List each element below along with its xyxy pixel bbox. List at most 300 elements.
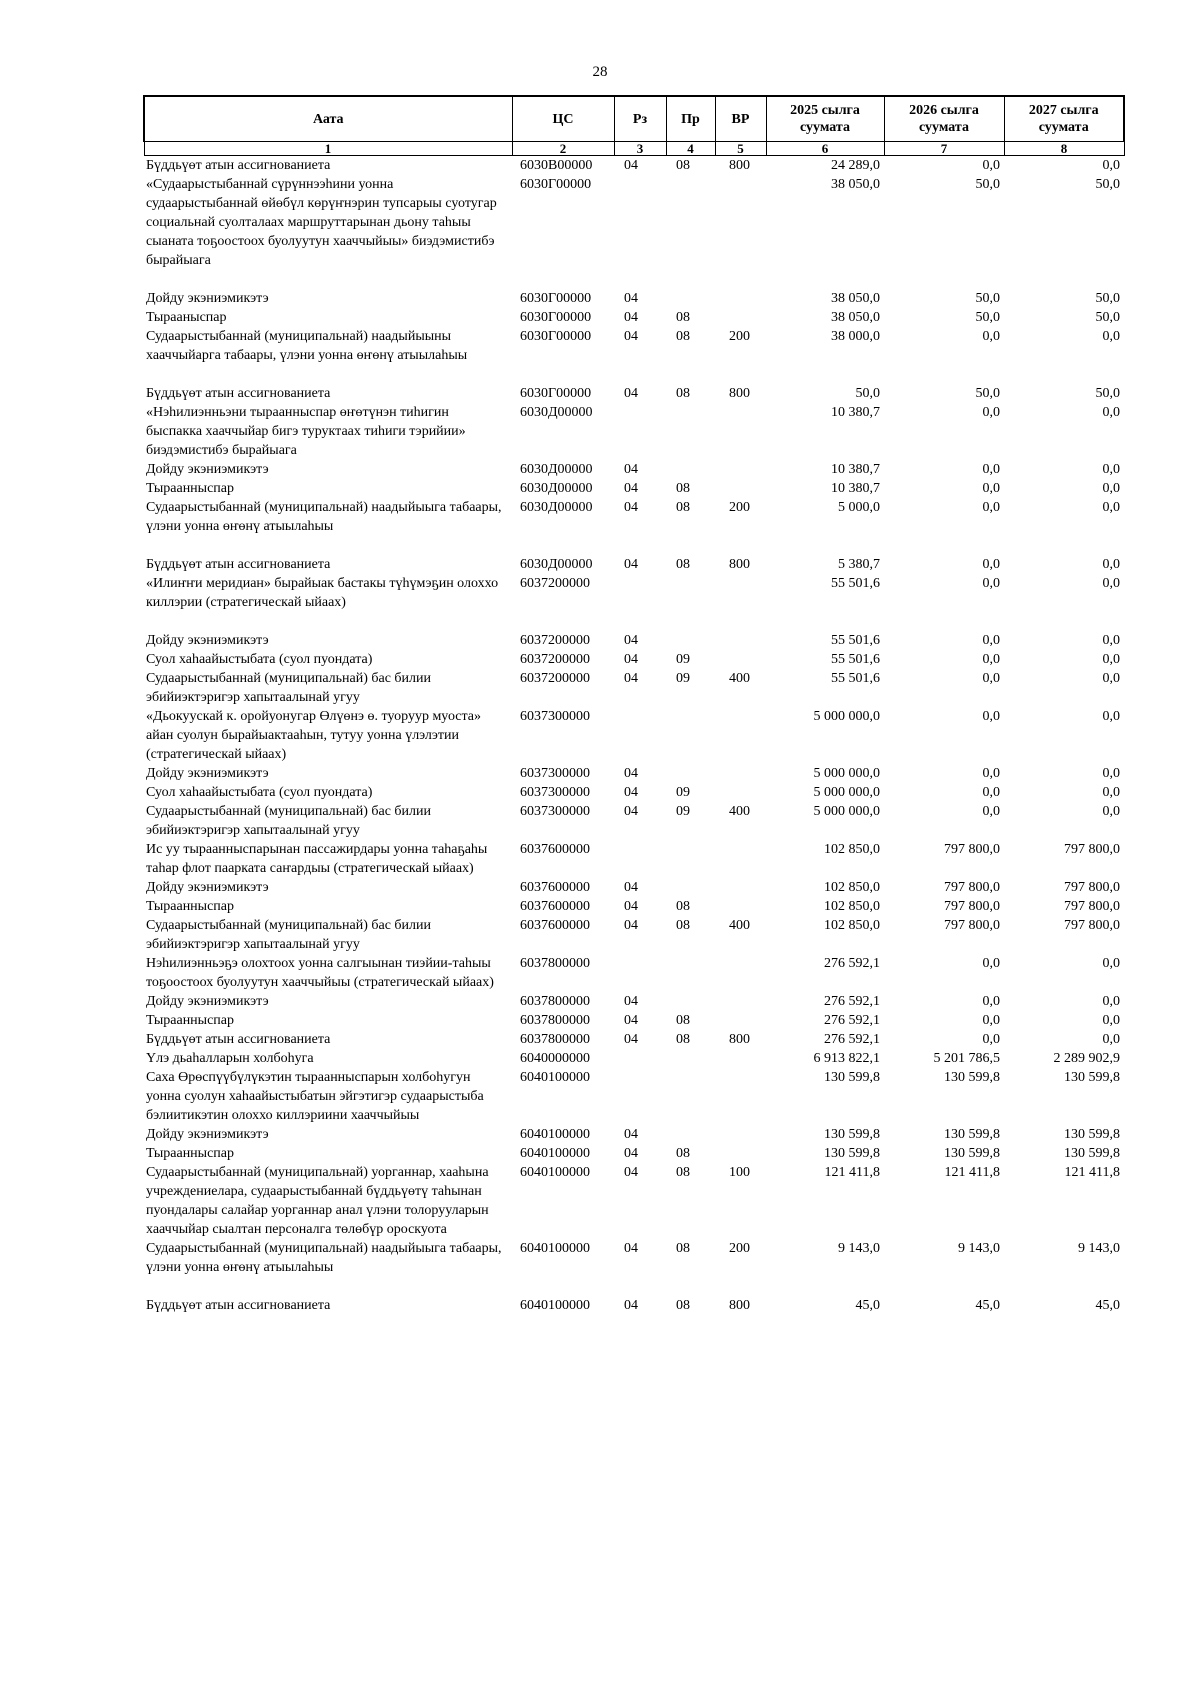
row-name: «Нэһилиэнньэни тыраанныспар өҥөтүнэн тиһигин быспакка хааччыйар бигэ туруктаах тиһиги тэрийии» биэдэмистибэ бырайыага [146, 405, 466, 458]
row-amount-2025: 24 289,0 [831, 158, 880, 173]
row-amount-2027: 0,0 [1102, 481, 1120, 496]
row-name: Тыраанныспар [146, 899, 234, 914]
row-vr-code [715, 1011, 766, 1030]
row-name: Үлэ дьаһалларын холбоһуга [146, 1051, 314, 1066]
row-amount-2026: 0,0 [982, 633, 1000, 648]
row-pr-code [666, 1049, 715, 1068]
row-rz-code: 04 [624, 1298, 638, 1313]
row-amount-2025: 102 850,0 [824, 899, 880, 914]
row-name: Тырааныспар [146, 310, 227, 325]
row-vr-code [715, 1125, 766, 1144]
row-amount-2025: 55 501,6 [831, 652, 880, 667]
row-pr-code: 08 [676, 481, 690, 496]
row-cs-code: 6037200000 [520, 652, 590, 667]
row-pr-code: 08 [676, 310, 690, 325]
row-amount-2027: 130 599,8 [1064, 1127, 1120, 1142]
row-cs-code: 6040100000 [520, 1146, 590, 1161]
row-name: Судаарыстыбаннай (муниципальнай) бас билии эбийиэктэригэр хапытаалынай угуу [146, 804, 432, 838]
table-row [144, 992, 1124, 1011]
row-cs-code: 6037800000 [520, 1013, 590, 1028]
row-cs-code: 6030Д00000 [520, 481, 593, 496]
row-cs-code: 6037800000 [520, 956, 590, 971]
row-amount-2027: 0,0 [1102, 158, 1120, 173]
row-rz-code: 04 [624, 804, 638, 819]
row-amount-2026: 0,0 [982, 481, 1000, 496]
row-cs-code: 6037200000 [520, 576, 590, 591]
row-pr-code [666, 289, 715, 308]
table-row [144, 289, 1124, 308]
row-amount-2027: 121 411,8 [1064, 1165, 1120, 1180]
row-amount-2025: 276 592,1 [824, 1032, 880, 1047]
row-pr-code [666, 707, 715, 764]
row-rz-code: 04 [624, 785, 638, 800]
row-rz-code: 04 [624, 918, 638, 933]
row-rz-code [614, 1049, 666, 1068]
row-amount-2027: 45,0 [1095, 1298, 1120, 1313]
row-vr-code [715, 308, 766, 327]
row-cs-code: 6037600000 [520, 842, 590, 857]
row-pr-code: 09 [676, 671, 690, 686]
row-amount-2027: 0,0 [1102, 1032, 1120, 1047]
row-rz-code: 04 [624, 880, 638, 895]
row-name: Дойду экэниэмикэтэ [146, 633, 269, 648]
row-name: «Судаарыстыбаннай сүрүннээһини уонна судаарыстыбаннай өйөбүл көрүҥнэрин тупсарыы суотугар социальнай суолталаах маршруттарынан дьону таһыы сыаната тоҕоостоох буолуутун хааччыйыы» биэдэмистибэ бырайыага [146, 177, 497, 268]
row-pr-code: 08 [676, 1241, 690, 1256]
row-name: Судаарыстыбаннай (муниципальнай) наадыйыыга табаары, үлэни уонна өҥөнү атыылаһыы [146, 500, 502, 534]
row-rz-code [614, 574, 666, 631]
row-pr-code: 08 [676, 500, 690, 515]
row-amount-2026: 50,0 [975, 310, 1000, 325]
row-amount-2026: 0,0 [982, 1032, 1000, 1047]
table-row [144, 707, 1124, 764]
row-amount-2027: 130 599,8 [1064, 1146, 1120, 1161]
row-amount-2027: 0,0 [1102, 994, 1120, 1009]
table-row [144, 802, 1124, 840]
column-number: 7 [884, 142, 1004, 156]
row-rz-code: 04 [624, 652, 638, 667]
row-rz-code: 04 [624, 386, 638, 401]
table-row [144, 1144, 1124, 1163]
row-rz-code: 04 [624, 500, 638, 515]
row-amount-2025: 102 850,0 [824, 880, 880, 895]
row-amount-2025: 10 380,7 [831, 481, 880, 496]
row-amount-2025: 102 850,0 [824, 918, 880, 933]
row-amount-2026: 797 800,0 [944, 880, 1000, 895]
row-amount-2026: 45,0 [975, 1298, 1000, 1313]
row-cs-code: 6037300000 [520, 766, 590, 781]
row-cs-code: 6037300000 [520, 804, 590, 819]
row-pr-code [666, 764, 715, 783]
row-pr-code [666, 574, 715, 631]
row-amount-2027: 0,0 [1102, 766, 1120, 781]
row-amount-2025: 10 380,7 [831, 462, 880, 477]
row-rz-code [614, 175, 666, 289]
column-number: 6 [766, 142, 884, 156]
row-cs-code: 6040100000 [520, 1298, 590, 1313]
row-amount-2027: 2 289 902,9 [1053, 1051, 1120, 1066]
row-cs-code: 6030Г00000 [520, 291, 592, 306]
row-pr-code [666, 954, 715, 992]
row-amount-2026: 797 800,0 [944, 842, 1000, 857]
row-amount-2026: 797 800,0 [944, 899, 1000, 914]
row-cs-code: 6037200000 [520, 633, 590, 648]
row-cs-code: 6037200000 [520, 671, 590, 686]
row-vr-code: 400 [729, 804, 750, 819]
row-name: «Дьокуускай к. оройуонугар Өлүөнэ ө. туоруур муоста» айан суолун бырайыактааһын, тутуу уонна үлэлэтии (стратегическай ыйаах) [146, 709, 482, 762]
row-pr-code [666, 992, 715, 1011]
row-amount-2025: 102 850,0 [824, 842, 880, 857]
row-vr-code: 400 [729, 918, 750, 933]
row-amount-2027: 0,0 [1102, 633, 1120, 648]
row-amount-2026: 50,0 [975, 291, 1000, 306]
table-row [144, 460, 1124, 479]
row-amount-2026: 130 599,8 [944, 1127, 1000, 1142]
row-cs-code: 6040100000 [520, 1070, 590, 1085]
row-name: Судаарыстыбаннай (муниципальнай) бас билии эбийиэктэригэр хапытаалынай угуу [146, 671, 432, 705]
header-name: Аата [144, 96, 512, 142]
table-row [144, 156, 1124, 176]
row-cs-code: 6037600000 [520, 918, 590, 933]
table-row [144, 574, 1124, 631]
row-amount-2025: 130 599,8 [824, 1127, 880, 1142]
row-rz-code: 04 [624, 994, 638, 1009]
row-vr-code [715, 878, 766, 897]
row-cs-code: 6040100000 [520, 1165, 590, 1180]
row-amount-2027: 50,0 [1095, 177, 1120, 192]
row-pr-code [666, 460, 715, 479]
row-amount-2025: 38 050,0 [831, 310, 880, 325]
row-name: Судаарыстыбаннай (муниципальнай) бас билии эбийиэктэригэр хапытаалынай угуу [146, 918, 432, 952]
row-rz-code: 04 [624, 557, 638, 572]
row-name: Дойду экэниэмикэтэ [146, 1127, 269, 1142]
row-name: Дойду экэниэмикэтэ [146, 766, 269, 781]
table-row [144, 555, 1124, 574]
table-row [144, 669, 1124, 707]
row-amount-2025: 130 599,8 [824, 1070, 880, 1085]
table-body [144, 156, 1124, 1316]
row-vr-code: 800 [729, 158, 750, 173]
row-amount-2025: 50,0 [855, 386, 880, 401]
row-vr-code: 800 [729, 386, 750, 401]
table-row [144, 1239, 1124, 1296]
header-2027: 2027 сылга суумата [1004, 96, 1124, 142]
row-amount-2027: 797 800,0 [1064, 880, 1120, 895]
row-rz-code: 04 [624, 1165, 638, 1180]
row-rz-code: 04 [624, 1013, 638, 1028]
row-amount-2025: 5 000 000,0 [813, 785, 880, 800]
row-pr-code [666, 840, 715, 878]
row-amount-2026: 9 143,0 [958, 1241, 1000, 1256]
row-amount-2026: 0,0 [982, 652, 1000, 667]
row-amount-2025: 5 000 000,0 [813, 709, 880, 724]
row-amount-2027: 0,0 [1102, 405, 1120, 420]
row-name: Тыраанныспар [146, 1013, 234, 1028]
header-pr: Пр [666, 96, 715, 142]
row-name: Судаарыстыбаннай (муниципальнай) уорганнар, хааһына учреждениелара, судаарыстыбаннай бүддьүөтү таһынан пуондалары салайар уорганнар анал үлэни толорууларын хааччыйар сыалтан персоналга төлөбүр ороскуота [146, 1165, 489, 1237]
row-vr-code [715, 707, 766, 764]
table-row [144, 327, 1124, 384]
row-amount-2026: 0,0 [982, 956, 1000, 971]
row-name: Ис уу тыраанныспарынан пассажирдары уонна таһаҕаһы таһар флот паарката саҥардыы (стратегическай ыйаах) [146, 842, 488, 876]
row-name: Тыраанныспар [146, 1146, 234, 1161]
row-rz-code: 04 [624, 1032, 638, 1047]
page-number: 28 [592, 64, 608, 80]
row-amount-2026: 0,0 [982, 709, 1000, 724]
row-amount-2026: 0,0 [982, 994, 1000, 1009]
row-amount-2027: 797 800,0 [1064, 918, 1120, 933]
table-row [144, 1125, 1124, 1144]
row-pr-code: 09 [676, 804, 690, 819]
row-cs-code: 6030Г00000 [520, 310, 592, 325]
row-vr-code [715, 631, 766, 650]
row-vr-code [715, 289, 766, 308]
row-rz-code [614, 707, 666, 764]
row-cs-code: 6030Д00000 [520, 462, 593, 477]
row-vr-code: 800 [729, 1032, 750, 1047]
row-pr-code: 08 [676, 386, 690, 401]
table-row [144, 1163, 1124, 1239]
column-number: 5 [715, 142, 766, 156]
column-number-row [144, 142, 1124, 156]
row-rz-code: 04 [624, 481, 638, 496]
row-name: Бүддьүөт атын ассигнованиета [146, 386, 331, 401]
table-row [144, 897, 1124, 916]
row-amount-2026: 0,0 [982, 500, 1000, 515]
row-rz-code: 04 [624, 1127, 638, 1142]
table-row [144, 1011, 1124, 1030]
row-name: Бүддьүөт атын ассигнованиета [146, 557, 331, 572]
row-amount-2027: 0,0 [1102, 671, 1120, 686]
row-amount-2025: 276 592,1 [824, 994, 880, 1009]
row-name: Суол хаһаайыстыбата (суол пуондата) [146, 652, 373, 667]
row-amount-2027: 0,0 [1102, 956, 1120, 971]
row-amount-2027: 9 143,0 [1078, 1241, 1120, 1256]
row-amount-2025: 55 501,6 [831, 633, 880, 648]
header-row [144, 96, 1124, 142]
row-vr-code [715, 992, 766, 1011]
row-vr-code [715, 460, 766, 479]
row-amount-2025: 276 592,1 [824, 1013, 880, 1028]
row-rz-code: 04 [624, 158, 638, 173]
row-pr-code: 08 [676, 557, 690, 572]
table-row [144, 840, 1124, 878]
row-vr-code [715, 783, 766, 802]
row-amount-2026: 0,0 [982, 557, 1000, 572]
row-name: Дойду экэниэмикэтэ [146, 462, 269, 477]
table-row [144, 764, 1124, 783]
table-row [144, 175, 1124, 289]
row-cs-code: 6037800000 [520, 1032, 590, 1047]
row-rz-code: 04 [624, 671, 638, 686]
row-cs-code: 6040100000 [520, 1127, 590, 1142]
row-rz-code [614, 954, 666, 992]
row-amount-2025: 5 000 000,0 [813, 804, 880, 819]
row-rz-code [614, 403, 666, 460]
row-pr-code: 08 [676, 329, 690, 344]
header-2026: 2026 сылга суумата [884, 96, 1004, 142]
row-pr-code: 08 [676, 1032, 690, 1047]
row-amount-2027: 0,0 [1102, 1013, 1120, 1028]
column-number: 8 [1004, 142, 1124, 156]
table-row [144, 1049, 1124, 1068]
header-cs: ЦС [512, 96, 614, 142]
row-name: Суол хаһаайыстыбата (суол пуондата) [146, 785, 373, 800]
row-vr-code [715, 175, 766, 289]
row-name: Нэһилиэнньэҕэ олохтоох уонна салгыынан тиэйии-таһыы тоҕоостоох буолуутун хааччыйыы (стратегическай ыйаах) [146, 956, 494, 990]
row-amount-2027: 0,0 [1102, 557, 1120, 572]
row-amount-2025: 5 000 000,0 [813, 766, 880, 781]
row-amount-2025: 10 380,7 [831, 405, 880, 420]
row-vr-code [715, 574, 766, 631]
row-pr-code [666, 1125, 715, 1144]
row-pr-code: 09 [676, 652, 690, 667]
row-amount-2026: 50,0 [975, 177, 1000, 192]
row-pr-code: 08 [676, 899, 690, 914]
row-name: «Илиҥҥи меридиан» бырайыак бастакы түһүмэҕин олоххо киллэрии (стратегическай ыйаах) [146, 576, 499, 610]
row-amount-2025: 38 000,0 [831, 329, 880, 344]
column-number: 1 [144, 142, 512, 156]
row-cs-code: 6040000000 [520, 1051, 590, 1066]
row-amount-2027: 50,0 [1095, 310, 1120, 325]
row-pr-code [666, 403, 715, 460]
table-row [144, 479, 1124, 498]
table-row [144, 308, 1124, 327]
row-amount-2026: 0,0 [982, 576, 1000, 591]
row-pr-code [666, 631, 715, 650]
row-pr-code [666, 175, 715, 289]
row-amount-2027: 0,0 [1102, 804, 1120, 819]
table-row [144, 916, 1124, 954]
header-rz: Рз [614, 96, 666, 142]
row-amount-2026: 0,0 [982, 671, 1000, 686]
row-vr-code: 400 [729, 671, 750, 686]
row-rz-code [614, 840, 666, 878]
row-vr-code [715, 1144, 766, 1163]
row-amount-2027: 0,0 [1102, 709, 1120, 724]
table-row [144, 498, 1124, 555]
row-vr-code [715, 954, 766, 992]
row-rz-code: 04 [624, 310, 638, 325]
row-amount-2026: 5 201 786,5 [933, 1051, 1000, 1066]
row-amount-2027: 130 599,8 [1064, 1070, 1120, 1085]
row-amount-2025: 38 050,0 [831, 291, 880, 306]
row-name: Бүддьүөт атын ассигнованиета [146, 1032, 331, 1047]
row-rz-code: 04 [624, 899, 638, 914]
table-row [144, 954, 1124, 992]
row-vr-code [715, 897, 766, 916]
row-pr-code: 08 [676, 1146, 690, 1161]
row-name: Тыраанныспар [146, 481, 234, 496]
row-vr-code [715, 479, 766, 498]
row-cs-code: 6030В00000 [520, 158, 593, 173]
column-number: 3 [614, 142, 666, 156]
row-pr-code: 08 [676, 1165, 690, 1180]
row-rz-code: 04 [624, 291, 638, 306]
row-name: Дойду экэниэмикэтэ [146, 880, 269, 895]
row-amount-2025: 5 380,7 [838, 557, 880, 572]
row-rz-code [614, 1068, 666, 1125]
row-rz-code: 04 [624, 633, 638, 648]
row-vr-code: 200 [729, 1241, 750, 1256]
row-amount-2026: 0,0 [982, 804, 1000, 819]
budget-table [143, 95, 1125, 1315]
row-vr-code [715, 764, 766, 783]
row-amount-2025: 5 000,0 [838, 500, 880, 515]
row-amount-2026: 121 411,8 [944, 1165, 1000, 1180]
row-cs-code: 6030Г00000 [520, 177, 592, 192]
row-pr-code [666, 1068, 715, 1125]
row-cs-code: 6037300000 [520, 785, 590, 800]
header-2025: 2025 сылга суумата [766, 96, 884, 142]
row-vr-code: 200 [729, 329, 750, 344]
row-amount-2026: 130 599,8 [944, 1070, 1000, 1085]
table-row [144, 878, 1124, 897]
row-amount-2026: 130 599,8 [944, 1146, 1000, 1161]
row-vr-code: 100 [729, 1165, 750, 1180]
row-amount-2025: 276 592,1 [824, 956, 880, 971]
row-vr-code [715, 650, 766, 669]
table-row [144, 650, 1124, 669]
table-row [144, 631, 1124, 650]
row-amount-2027: 50,0 [1095, 386, 1120, 401]
row-vr-code: 800 [729, 1298, 750, 1313]
row-vr-code: 200 [729, 500, 750, 515]
table-row [144, 403, 1124, 460]
row-cs-code: 6037300000 [520, 709, 590, 724]
row-pr-code: 08 [676, 158, 690, 173]
row-cs-code: 6030Д00000 [520, 557, 593, 572]
row-amount-2026: 0,0 [982, 158, 1000, 173]
row-rz-code: 04 [624, 1146, 638, 1161]
row-cs-code: 6037600000 [520, 880, 590, 895]
row-name: Судаарыстыбаннай (муниципальнай) наадыйыыны хааччыйарга табаары, үлэни уонна өҥөнү атыылаһыы [146, 329, 468, 363]
row-amount-2027: 0,0 [1102, 462, 1120, 477]
row-vr-code [715, 840, 766, 878]
row-rz-code: 04 [624, 462, 638, 477]
row-vr-code [715, 403, 766, 460]
row-cs-code: 6030Г00000 [520, 386, 592, 401]
row-pr-code: 08 [676, 1013, 690, 1028]
row-rz-code: 04 [624, 766, 638, 781]
row-amount-2025: 55 501,6 [831, 671, 880, 686]
row-name: Судаарыстыбаннай (муниципальнай) наадыйыыга табаары, үлэни уонна өҥөнү атыылаһыы [146, 1241, 502, 1275]
row-rz-code: 04 [624, 1241, 638, 1256]
row-amount-2026: 797 800,0 [944, 918, 1000, 933]
row-amount-2025: 130 599,8 [824, 1146, 880, 1161]
row-amount-2026: 0,0 [982, 766, 1000, 781]
row-amount-2027: 50,0 [1095, 291, 1120, 306]
row-name: Саха Өрөспүүбүлүкэтин тыраанныспарын холбоһугун уонна суолун хаһаайыстыбатын эйгэтигэр судаарыстыба бэлиитикэтин олоххо киллэриини хааччыйыы [146, 1070, 484, 1123]
row-amount-2025: 6 913 822,1 [813, 1051, 880, 1066]
row-amount-2026: 0,0 [982, 329, 1000, 344]
row-pr-code: 09 [676, 785, 690, 800]
table-row [144, 384, 1124, 403]
row-amount-2026: 0,0 [982, 1013, 1000, 1028]
row-name: Дойду экэниэмикэтэ [146, 291, 269, 306]
table-row [144, 1296, 1124, 1315]
row-vr-code [715, 1049, 766, 1068]
row-amount-2027: 0,0 [1102, 785, 1120, 800]
row-amount-2027: 797 800,0 [1064, 842, 1120, 857]
row-rz-code: 04 [624, 329, 638, 344]
table-row [144, 1030, 1124, 1049]
row-pr-code: 08 [676, 1298, 690, 1313]
header-vr: ВР [715, 96, 766, 142]
row-pr-code [666, 878, 715, 897]
column-number: 4 [666, 142, 715, 156]
row-amount-2027: 0,0 [1102, 329, 1120, 344]
row-amount-2027: 0,0 [1102, 500, 1120, 515]
